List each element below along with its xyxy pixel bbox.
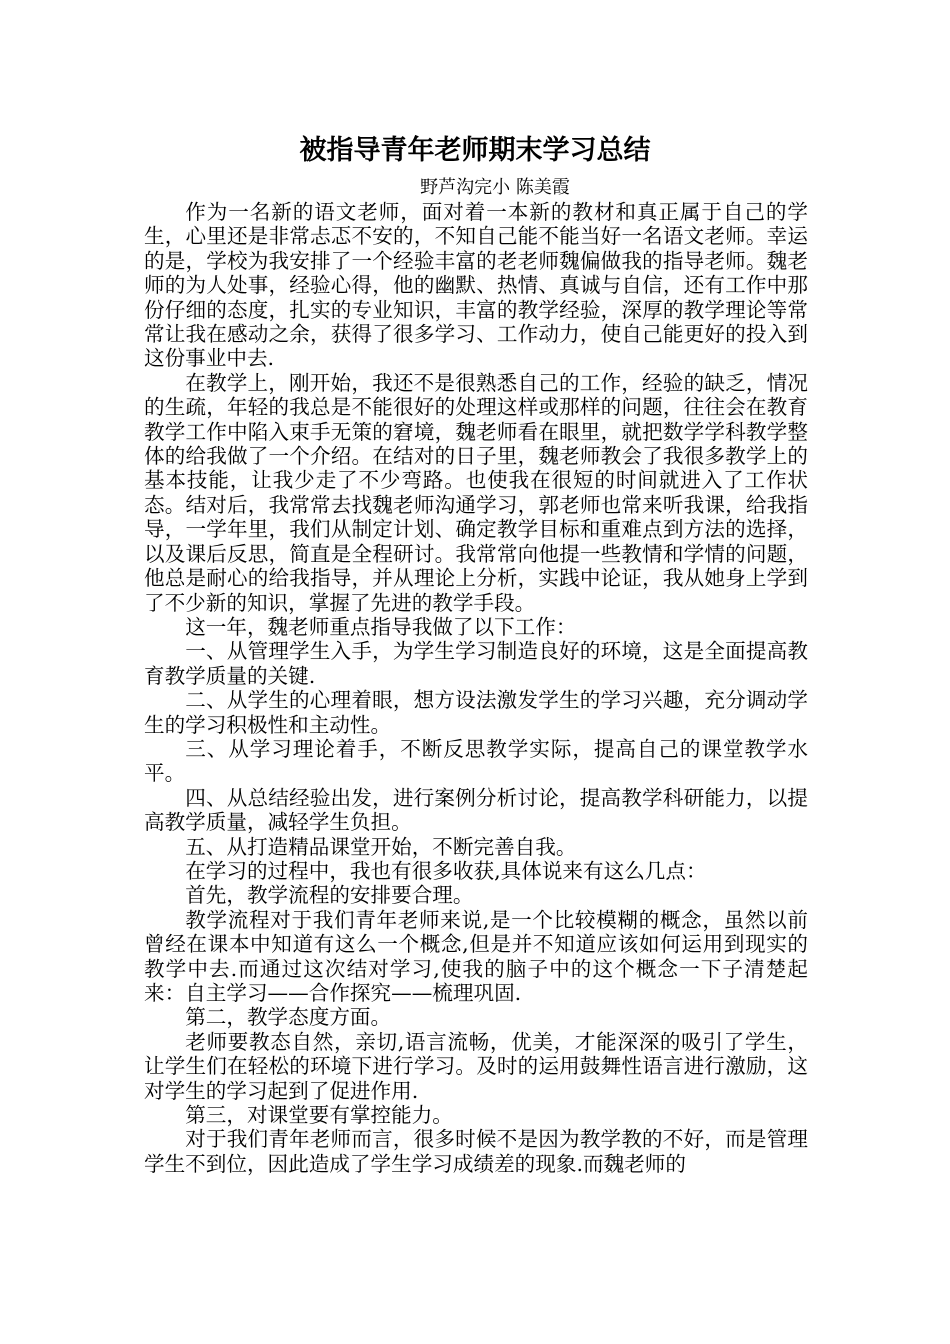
list-item: 五、从打造精品课堂开始，不断完善自我。 [185, 834, 577, 859]
paragraph: 对于我们青年老师而言，很多时候不是因为教学教的不好，而是管理学生不到位，因此造成了学生学习成绩差的现象.而魏老师的 [144, 1127, 808, 1176]
section-heading: 第三，对课堂要有掌控能力。 [185, 1103, 453, 1128]
document-body [144, 200, 808, 1176]
paragraph: 教学流程对于我们青年老师来说,是一个比较模糊的概念，虽然以前曾经在课本中知道有这么一个概念,但是并不知道应该如何运用到现实的教学中去.而通过这次结对学习,使我的脑子中的这个概念一下子清楚起来：自主学习——合作探究——梳理巩固. [144, 907, 808, 1005]
page-title: 被指导青年老师期末学习总结 [299, 135, 651, 166]
list-item: 三、从学习理论着手，不断反思教学实际，提高自己的课堂教学水平。 [144, 736, 808, 786]
paragraph: 在教学上，刚开始，我还不是很熟悉自己的工作，经验的缺乏，情况的生疏，年轻的我总是不能很好的处理这样或那样的问题，往往会在教育教学工作中陷入束手无策的窘境，魏老师看在眼里，就把数学学科教学整体的给我做了一个介绍。在结对的日子里，魏老师教会了我很多教学上的基本技能，让我少走了不少弯路。也使我在很短的时间就进入了工作状态。结对后，我常常去找魏老师沟通学习，郭老师也常来听我课，给我指导，一学年里，我们从制定计划、确定教学目标和重难点到方法的选择，以及课后反思，简直是全程研讨。我常常向他提一些教情和学情的问题，他总是耐心的给我指导，并从理论上分析，实践中论证，我从她身上学到了不少新的知识，掌握了先进的教学手段。 [144, 370, 808, 615]
list-item: 二、从学生的心理着眼，想方设法激发学生的学习兴趣，充分调动学生的学习积极性和主动性。 [144, 688, 808, 737]
section-heading: 第二，教学态度方面。 [185, 1005, 392, 1030]
paragraph: 在学习的过程中，我也有很多收获,具体说来有这么几点： [185, 858, 707, 883]
section-heading: 首先，教学流程的安排要合理。 [185, 883, 474, 908]
paragraph: 老师要教态自然，亲切,语言流畅，优美，才能深深的吸引了学生，让学生们在轻松的环境下进行学习。及时的运用鼓舞性语言进行激励，这对学生的学习起到了促进作用. [144, 1029, 808, 1103]
paragraph: 这一年，魏老师重点指导我做了以下工作： [185, 614, 577, 639]
list-item: 一、从管理学生入手，为学生学习制造良好的环境，这是全面提高教育教学质量的关键. [144, 639, 808, 688]
author-line: 野芦沟完小 陈美霞 [420, 177, 570, 198]
paragraph: 作为一名新的语文老师，面对着一本新的教材和真正属于自己的学生，心里还是非常忐忑不安的，不知自己能不能当好一名语文老师。幸运的是，学校为我安排了一个经验丰富的老老师魏偏做我的指导老师。魏老师的为人处事，经验心得，他的幽默、热情、真诚与自信，还有工作中那份仔细的态度，扎实的专业知识，丰富的教学经验，深厚的教学理论等常常让我在感动之余，获得了很多学习、工作动力，使自己能更好的投入到这份事业中去. [144, 200, 808, 371]
list-item: 四、从总结经验出发，进行案例分析讨论，提高教学科研能力，以提高教学质量，减轻学生负担。 [144, 785, 808, 835]
